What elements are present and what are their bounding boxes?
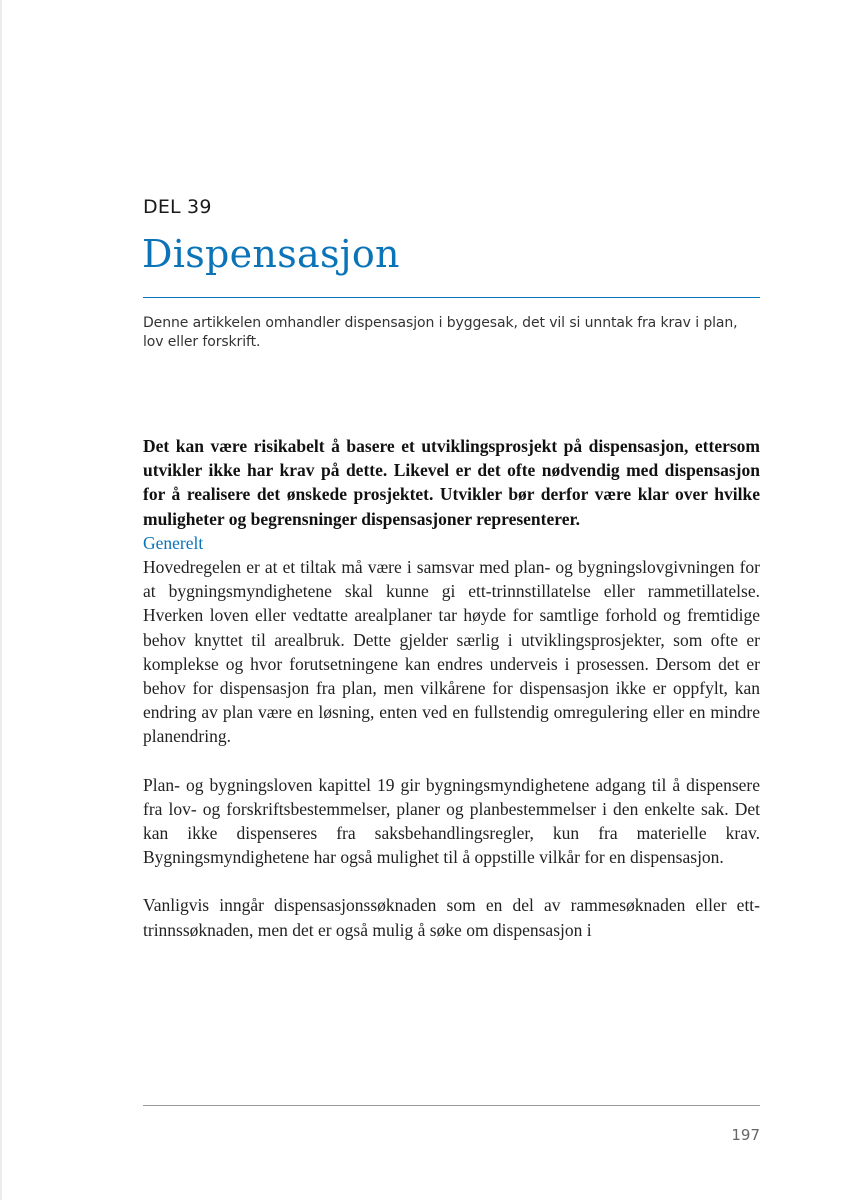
body-paragraph: Plan- og bygningsloven kapittel 19 gir bygningsmyndighetene adgang til å dispensere fra lov- og forskriftsbestemmelser, planer og planbestemmelser i den enkelte sak. Det kan ikke dispenseres fra saksbehandlingsregler, kun fra materielle krav. Bygningsmyndighetene har også mulighet til å oppstille vilkår for en dispensasjon. bbox=[143, 774, 760, 868]
section-heading: Generelt bbox=[143, 532, 204, 553]
footer-divider bbox=[143, 1105, 760, 1106]
title-divider bbox=[143, 297, 760, 298]
body-paragraph: Hovedregelen er at et tiltak må være i samsvar med plan- og bygningslovgivningen for at bygningsmyndighetene skal kunne gi ett-trinnstillatelse eller rammetillatelse. Hverken loven eller vedtatte arealplaner tar høyde for samtlige forhold og fremtidige behov knyttet til arealbruk. Dette gjelder særlig i utviklingsprosjekter, som ofte er komplekse og hvor forutsetningene kan endres underveis i prosessen. Dersom det er behov for dispensasjon fra plan, men vilkårene for dispensasjon ikke er oppfylt, kan endring av plan være en løsning, enten ved en fullstendig omregulering eller en mindre planendring. bbox=[143, 557, 760, 747]
article-body bbox=[143, 434, 760, 942]
page-title: Dispensasjon bbox=[142, 232, 400, 276]
part-label: DEL 39 bbox=[143, 196, 212, 218]
page-number: 197 bbox=[731, 1126, 760, 1144]
page-edge bbox=[0, 0, 2, 1200]
lead-paragraph: Det kan være risikabelt å basere et utviklingsprosjekt på dispensasjon, ettersom utvikler ikke har krav på dette. Likevel er det ofte nødvendig med dispensasjon for å realisere det ønskede prosjektet. Utvikler bør derfor være klar over hvilke muligheter og begrensninger dispensasjoner representerer. bbox=[143, 436, 760, 529]
body-paragraph: Vanligvis inngår dispensasjonssøknaden som en del av rammesøknaden eller ett-trinnssøknaden, men det er også mulig å søke om dispensasjon i bbox=[143, 895, 760, 940]
intro-text: Denne artikkelen omhandler dispensasjon i byggesak, det vil si unntak fra krav i plan, lov eller forskrift. bbox=[143, 315, 738, 350]
